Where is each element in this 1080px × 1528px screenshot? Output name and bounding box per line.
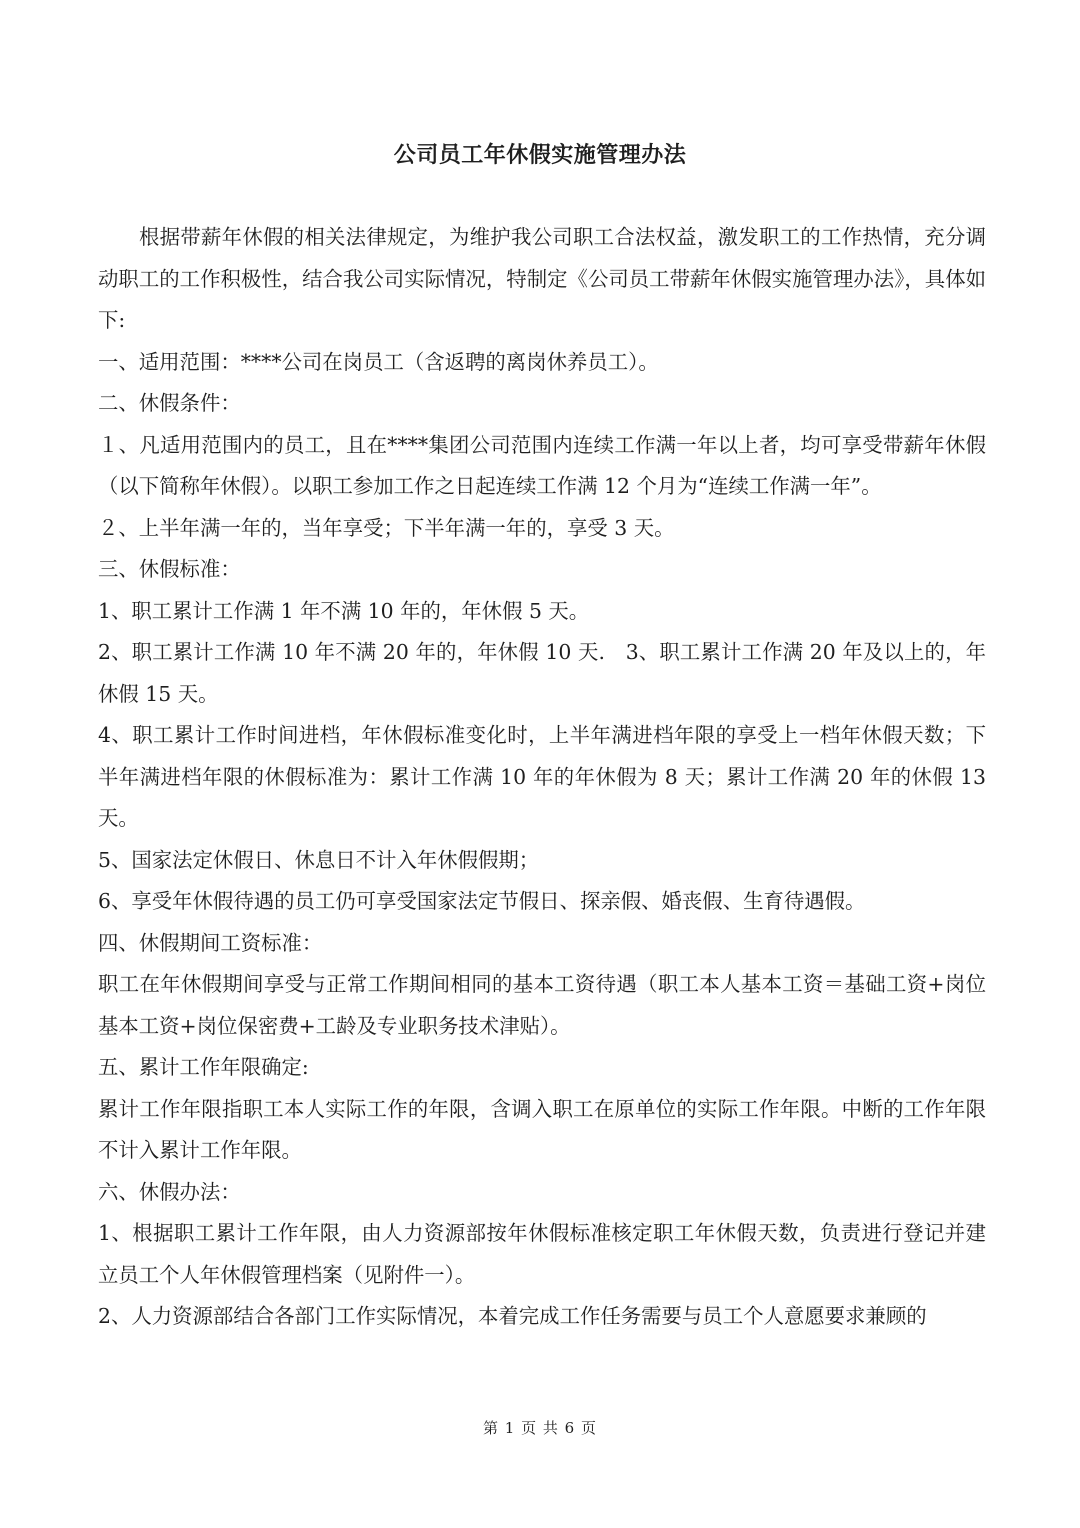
section-4-body: 职工在年休假期间享受与正常工作期间相同的基本工资待遇（职工本人基本工资＝基础工资+岗位基本工资+岗位保密费+工龄及专业职务技术津贴）。	[98, 972, 986, 1038]
section-6-heading: 六、休假办法：	[98, 1179, 241, 1204]
section-5-heading: 五、累计工作年限确定:	[98, 1055, 309, 1079]
section-5-body: 累计工作年限指职工本人实际工作的年限，含调入职工在原单位的实际工作年限。中断的工作年限不计入累计工作年限。	[98, 1096, 986, 1162]
section-6-item-1: 1、根据职工累计工作年限，由人力资源部按年休假标准核定职工年休假天数，负责进行登记并建立员工个人年休假管理档案（见附件一）。	[98, 1221, 986, 1287]
section-2-heading: 二、休假条件：	[98, 391, 241, 415]
intro-paragraph: 根据带薪年休假的相关法律规定，为维护我公司职工合法权益，激发职工的工作热情，充分调动职工的工作积极性，结合我公司实际情况，特制定《公司员工带薪年休假实施管理办法》，具体如下:	[98, 225, 986, 332]
section-3-item-2-3: 2、职工累计工作满 10 年不满 20 年的，年休假 10 天. 3、职工累计工作满 20 年及以上的，年休假 15 天。	[98, 640, 986, 706]
page-number-footer: 第 1 页 共 6 页	[483, 1419, 597, 1437]
section-2-item-2: ２、上半年满一年的，当年享受；下半年满一年的，享受 3 天。	[98, 515, 675, 540]
section-3-item-6: 6、享受年休假待遇的员工仍可享受国家法定节假日、探亲假、婚丧假、生育待遇假。	[98, 889, 866, 913]
section-3-item-1: 1、职工累计工作满 1 年不满 10 年的，年休假 5 天。	[98, 598, 590, 623]
section-6-item-2: 2、人力资源部结合各部门工作实际情况，本着完成工作任务需要与员工个人意愿要求兼顾的	[98, 1304, 927, 1328]
section-4-heading: 四、休假期间工资标准：	[98, 930, 323, 955]
section-3-item-5: 5、国家法定休假日、休息日不计入年休假假期；	[98, 847, 540, 872]
section-2-item-1: １、凡适用范围内的员工，且在****集团公司范围内连续工作满一年以上者，均可享受带薪年休假（以下简称年休假）。以职工参加工作之日起连续工作满 12 个月为“连续工作满一年”。	[98, 432, 986, 498]
section-3-item-4: 4、职工累计工作时间进档，年休假标准变化时，上半年满进档年限的享受上一档年休假天数；下半年满进档年限的休假标准为：累计工作满 10 年的年休假为 8 天；累计工作满 20 年的休假 13 天。	[98, 723, 986, 830]
document-body	[98, 217, 986, 1338]
section-1-scope: 一、适用范围：****公司在岗员工（含返聘的离岗休养员工）。	[98, 349, 659, 374]
document-title: 公司员工年休假实施管理办法	[393, 142, 687, 168]
section-3-heading: 三、休假标准：	[98, 557, 241, 581]
